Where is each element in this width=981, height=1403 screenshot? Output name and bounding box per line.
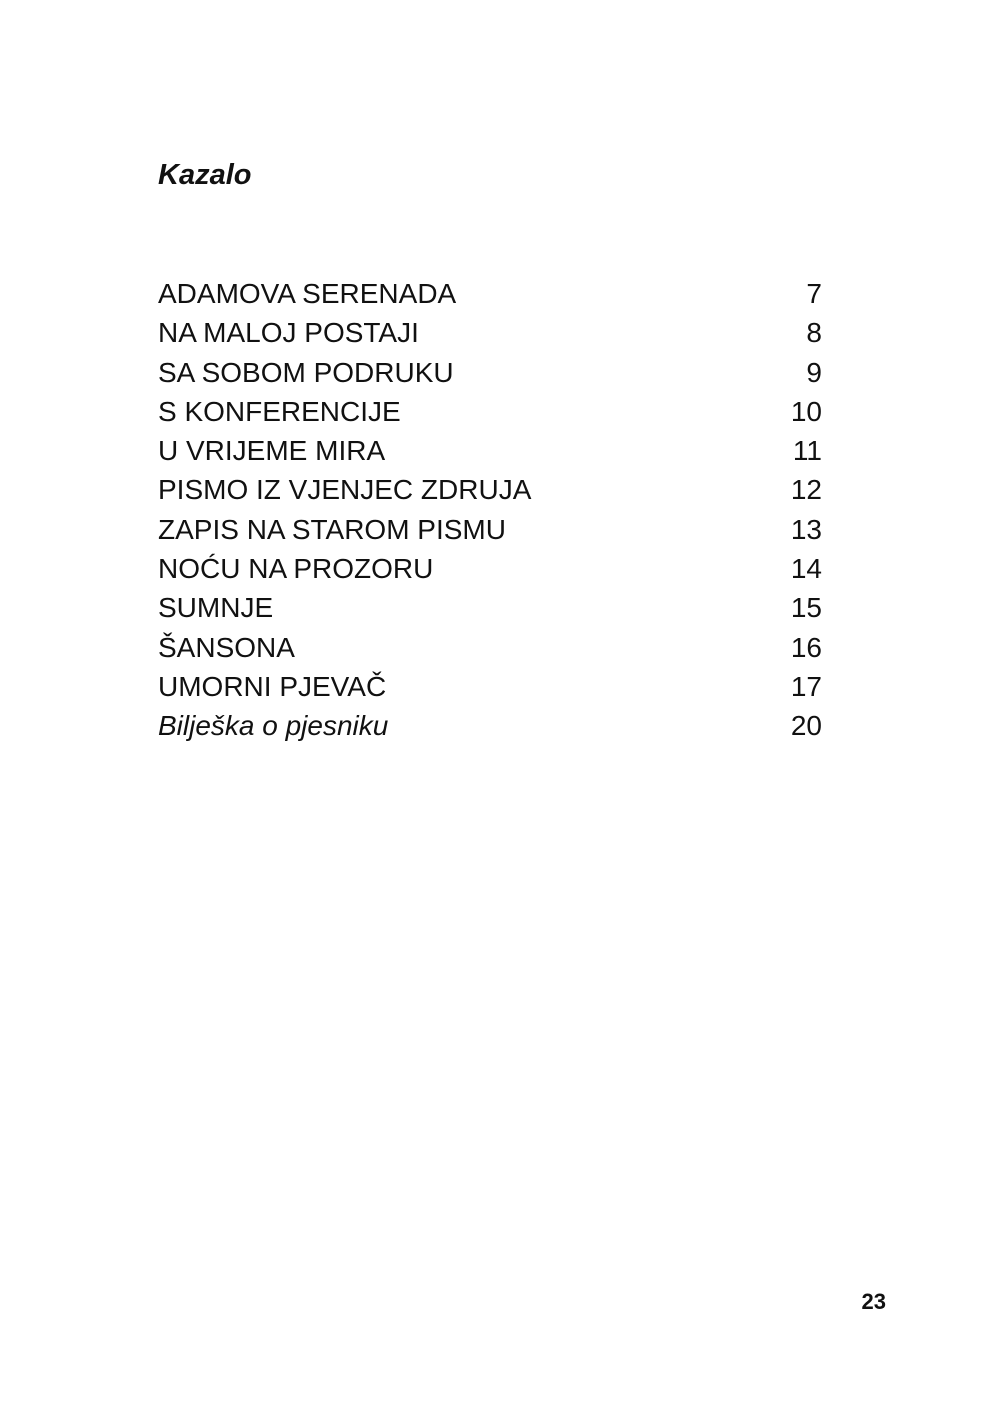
toc-entry-page: 20 <box>790 710 822 742</box>
toc-entry-page: 8 <box>806 317 822 349</box>
toc-entry <box>158 551 822 590</box>
toc-entry-page: 13 <box>790 513 822 545</box>
page-number: 23 <box>861 1289 886 1314</box>
toc-entry-title: ADAMOVA SERENADA <box>158 278 457 309</box>
toc-entry <box>158 433 822 472</box>
toc-entry-title: U VRIJEME MIRA <box>158 435 386 467</box>
toc-entry <box>158 315 822 354</box>
toc-entry-page: 12 <box>790 474 822 506</box>
toc-entry-page: 14 <box>790 553 822 585</box>
toc-entry-page: 7 <box>806 278 822 309</box>
toc-entry <box>158 394 822 433</box>
toc-entry <box>158 512 822 551</box>
toc-entry-title: PISMO IZ VJENJEC ZDRUJA <box>158 474 532 506</box>
toc-entry <box>158 708 822 747</box>
toc-entry <box>158 276 822 315</box>
toc-entry-title: NA MALOJ POSTAJI <box>158 317 419 349</box>
toc-entry-title: S KONFERENCIJE <box>158 395 401 427</box>
toc-entry-page: 17 <box>790 670 822 702</box>
toc-entry-title: ZAPIS NA STAROM PISMU <box>158 513 506 545</box>
toc-entry <box>158 472 822 511</box>
toc-entry <box>158 590 822 629</box>
toc-entry-page: 9 <box>806 356 822 388</box>
toc-entry-title: SA SOBOM PODRUKU <box>158 356 454 388</box>
toc-entry-page: 15 <box>790 592 822 624</box>
toc-entry-title: SUMNJE <box>158 592 274 624</box>
toc-entry-title: NOĆU NA PROZORU <box>158 553 434 585</box>
toc-entry-page: 11 <box>792 435 822 467</box>
toc-entry-title: ŠANSONA <box>158 631 295 663</box>
toc-entry <box>158 355 822 394</box>
toc-entry-title: UMORNI PJEVAČ <box>158 670 387 702</box>
toc-entry-page: 10 <box>790 395 822 427</box>
table-of-contents <box>158 276 822 748</box>
toc-heading: Kazalo <box>158 159 252 191</box>
toc-entry <box>158 630 822 669</box>
toc-entry-page: 16 <box>790 631 822 663</box>
toc-entry <box>158 669 822 708</box>
toc-entry-title: Bilješka o pjesniku <box>158 710 389 742</box>
